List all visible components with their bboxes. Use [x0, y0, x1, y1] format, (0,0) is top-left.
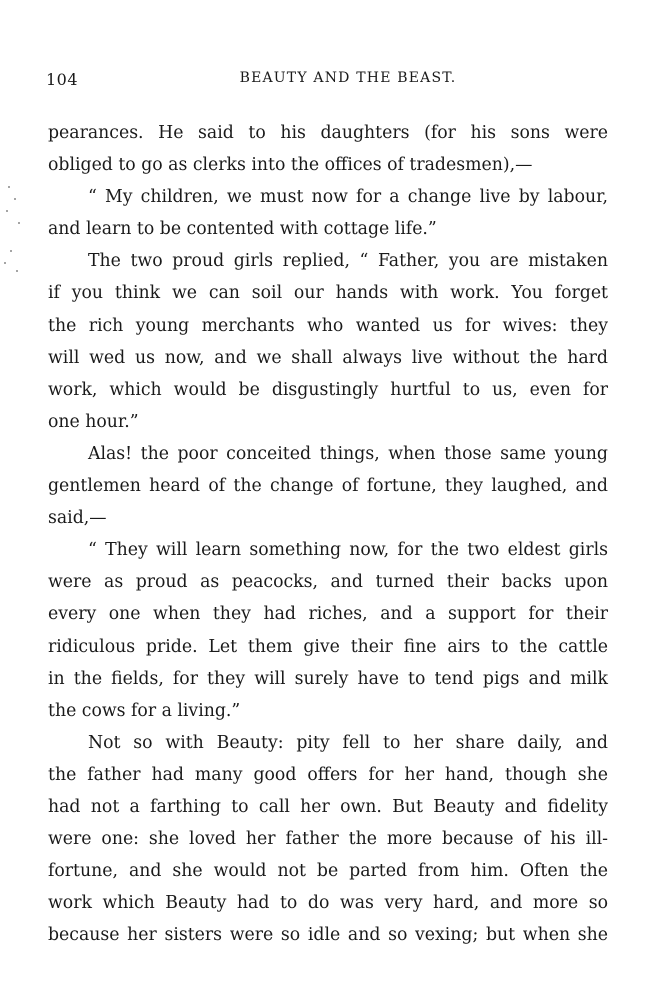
- text-line: The two proud girls replied, “ Father, you are mistaken: [88, 251, 608, 272]
- text-line: every one when they had riches, and a support for their: [48, 604, 608, 625]
- page-number: 104: [46, 70, 79, 89]
- page-header: [46, 70, 608, 94]
- text-line: had not a farthing to call her own. But Beauty and fidelity: [48, 796, 608, 817]
- text-line: ridiculous pride. Let them give their fine airs to the cattle: [48, 636, 608, 657]
- text-line: will wed us now, and we shall always live without the hard: [48, 347, 608, 368]
- text-line: “ My children, we must now for a change live by labour,: [88, 187, 608, 208]
- text-line: one hour.”: [48, 411, 139, 432]
- text-line: if you think we can soil our hands with work. You forget: [48, 283, 608, 304]
- ink-speck: [16, 270, 18, 272]
- ink-speck: [6, 210, 8, 212]
- text-line: gentlemen heard of the change of fortune, they laughed, and: [48, 476, 608, 497]
- running-title: BEAUTY AND THE BEAST.: [239, 70, 457, 86]
- text-line: fortune, and she would not be parted from him. Often the: [48, 861, 608, 882]
- page-body: [48, 117, 608, 951]
- ink-speck: [8, 186, 10, 188]
- text-line: the rich young merchants who wanted us for wives: they: [48, 315, 608, 336]
- text-line: pearances. He said to his daughters (for his sons were: [48, 123, 608, 143]
- text-line: the cows for a living.”: [48, 700, 241, 721]
- ink-speck: [18, 222, 20, 224]
- text-line: Alas! the poor conceited things, when those same young: [88, 443, 608, 464]
- ink-speck: [4, 262, 6, 264]
- text-line: work which Beauty had to do was very hard, and more so: [48, 893, 608, 914]
- margin-specks: [0, 180, 30, 290]
- text-line: obliged to go as clerks into the offices of tradesmen),—: [48, 155, 533, 176]
- ink-speck: [10, 250, 12, 252]
- text-line: and learn to be contented with cottage life.”: [48, 219, 437, 240]
- text-line: said,—: [48, 508, 107, 529]
- text-line: work, which would be disgustingly hurtful to us, even for: [48, 379, 608, 400]
- text-line: Not so with Beauty: pity fell to her share daily, and: [88, 732, 608, 753]
- text-line: in the fields, for they will surely have to tend pigs and milk: [48, 668, 608, 689]
- text-line: because her sisters were so idle and so vexing; but when she: [48, 925, 608, 946]
- text-line: were one: she loved her father the more because of his ill-: [48, 829, 608, 850]
- text-line: the father had many good offers for her hand, though she: [48, 764, 608, 785]
- text-line: were as proud as peacocks, and turned their backs upon: [48, 572, 608, 593]
- text-line: “ They will learn something now, for the two eldest girls: [88, 540, 608, 561]
- ink-speck: [14, 198, 16, 200]
